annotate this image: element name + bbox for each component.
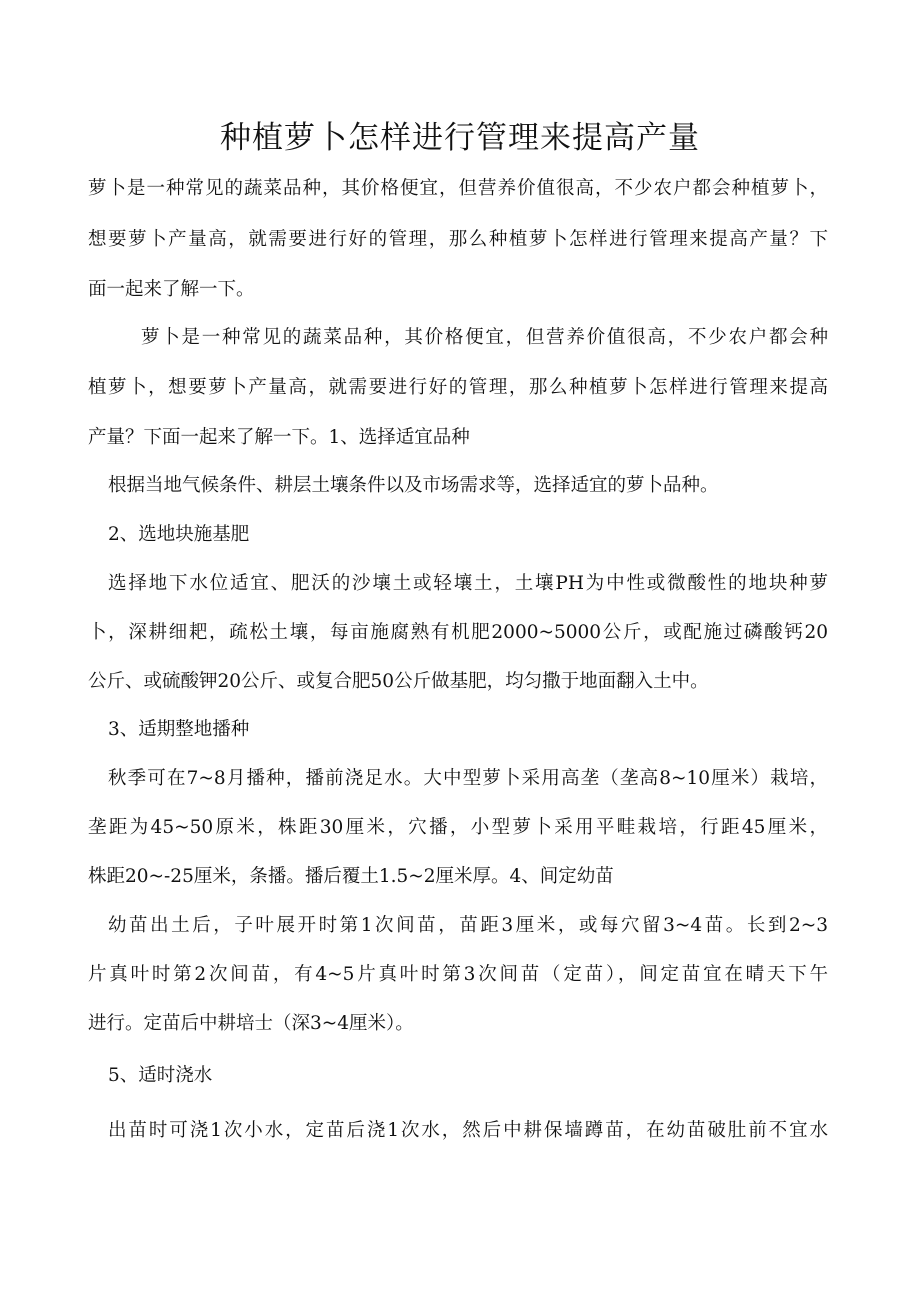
intro-line-1: 萝卜是一种常见的蔬菜品种，其价格便宜，但营养价值很高，不少农户都会种植萝卜， (88, 178, 828, 199)
sowing-line-2: 垄距为45~50原米，株距30厘米，穴播，小型萝卜采用平畦栽培，行距45厘米， (88, 817, 828, 838)
watering-line-1: 出苗时可浇1次小水，定苗后浇1次水，然后中耕保墙蹲苗，在幼苗破肚前不宜水 (108, 1120, 828, 1141)
thinning-line-3: 进行。定苗后中耕培士（深3~4厘米）。 (88, 1013, 414, 1034)
variety-paragraph: 根据当地气候条件、耕层土壤条件以及市场需求等，选择适宜的萝卜品种。 (108, 475, 719, 496)
document-title: 种植萝卜怎样进行管理来提高产量 (220, 120, 700, 156)
thinning-line-2: 片真叶时第2次间苗，有4~5片真叶时第3次间苗（定苗），间定苗宜在晴天下午 (88, 964, 828, 985)
soil-line-3: 公斤、或硫酸钾20公斤、或复合肥50公斤做基肥，均匀撒于地面翻入土中。 (88, 671, 709, 692)
body-line-2: 植萝卜，想要萝卜产量高，就需要进行好的管理，那么种植萝卜怎样进行管理来提高 (88, 377, 828, 398)
sowing-line-1: 秋季可在7~8月播种，播前浇足水。大中型萝卜采用高垄（垄高8~10厘米）栽培， (108, 768, 828, 789)
thinning-line-1: 幼苗出土后，子叶展开时第1次间苗，苗距3厘米，或每穴留3~4苗。长到2~3 (108, 915, 828, 936)
intro-line-2: 想要萝卜产量高，就需要进行好的管理，那么种植萝卜怎样进行管理来提高产量？下 (88, 229, 828, 250)
sowing-line-3: 株距20~-25厘米，条播。播后覆土1.5~2厘米厚。4、间定幼苗 (88, 866, 614, 887)
body-line-3: 产量？下面一起来了解一下。1、选择适宜品种 (88, 427, 470, 448)
section-heading-5: 5、适时浇水 (108, 1065, 213, 1086)
soil-line-1: 选择地下水位适宜、肥沃的沙壤土或轻壤土，土壤PH为中性或微酸性的地块种萝 (108, 573, 828, 594)
section-heading-3: 3、适期整地播种 (108, 719, 250, 740)
body-line-1: 萝卜是一种常见的蔬菜品种，其价格便宜，但营养价值很高，不少农户都会种 (141, 327, 828, 348)
intro-line-3: 面一起来了解一下。 (88, 279, 255, 300)
section-heading-2: 2、选地块施基肥 (108, 524, 250, 545)
soil-line-2: 卜，深耕细耙，疏松土壤，每亩施腐熟有机肥2000~5000公斤，或配施过磷酸钙20 (88, 622, 828, 643)
